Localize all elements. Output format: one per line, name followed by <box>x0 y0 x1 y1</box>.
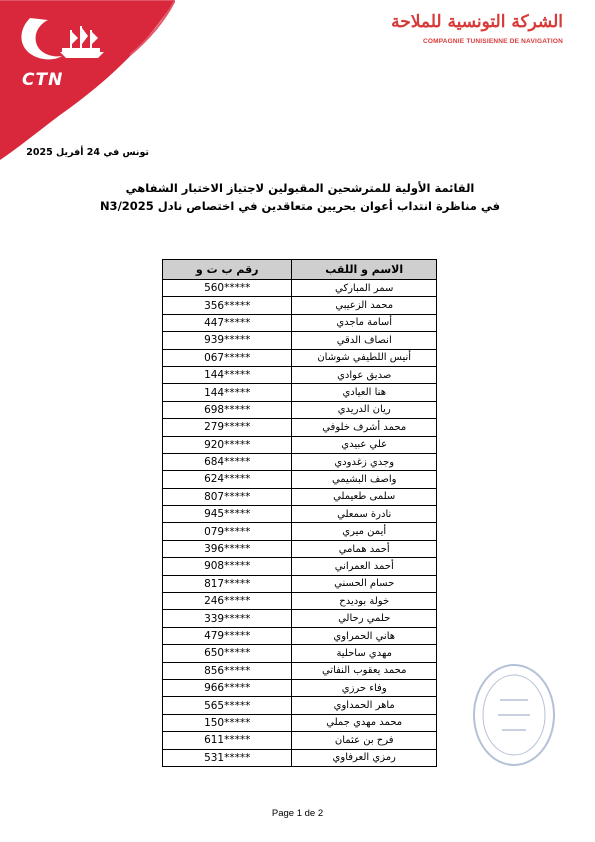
table-header-row <box>163 260 437 280</box>
candidate-name: أحمد العمراني <box>292 558 437 575</box>
candidate-name: هنا العيادي <box>292 384 437 401</box>
candidate-id-number: 611***** <box>163 732 292 749</box>
candidate-name: صديق عوادي <box>292 366 437 383</box>
candidate-name: هاني الحمراوي <box>292 627 437 644</box>
table-row <box>163 419 437 436</box>
candidate-name: حسام الحسني <box>292 575 437 592</box>
candidate-id-number: 684***** <box>163 453 292 470</box>
candidate-id-number: 698***** <box>163 401 292 418</box>
page-number: Page 1 de 2 <box>271 808 324 819</box>
candidate-name: وجدي زغدودي <box>292 453 437 470</box>
table-row <box>163 593 437 610</box>
candidate-name: انصاف الدقي <box>292 332 437 349</box>
candidate-id-number: 356***** <box>163 297 292 314</box>
candidate-name: محمد أشرف خلوفي <box>292 419 437 436</box>
candidate-name: محمد يعقوب النفاتي <box>292 662 437 679</box>
candidate-name: علي عبيدي <box>292 436 437 453</box>
candidates-table <box>162 259 437 767</box>
candidate-id-number: 079***** <box>163 523 292 540</box>
candidate-name: حلمي رحالي <box>292 610 437 627</box>
candidate-id-number: 920***** <box>163 436 292 453</box>
candidate-id-number: 817***** <box>163 575 292 592</box>
candidate-id-number: 650***** <box>163 645 292 662</box>
candidate-id-number: 856***** <box>163 662 292 679</box>
table-row <box>163 610 437 627</box>
table-row <box>163 645 437 662</box>
table-row <box>163 349 437 366</box>
table-row <box>163 732 437 749</box>
candidate-id-number: 279***** <box>163 419 292 436</box>
candidate-name: وفاء حرزي <box>292 679 437 696</box>
table-row <box>163 558 437 575</box>
document-title-line-1: القائمة الأولية للمترشحين المقبولين لاجتياز الاختبار الشفاهي <box>125 181 475 195</box>
candidate-name: ريان الدريدي <box>292 401 437 418</box>
candidate-id-number: 067***** <box>163 349 292 366</box>
candidate-id-number: 396***** <box>163 540 292 557</box>
table-row <box>163 540 437 557</box>
company-name-french: COMPAGNIE TUNISIENNE DE NAVIGATION <box>422 38 563 45</box>
candidate-name: سلمى طعيملي <box>292 488 437 505</box>
column-header-name: الاسم و اللقب <box>292 260 437 280</box>
table-row <box>163 314 437 331</box>
candidate-id-number: 807***** <box>163 488 292 505</box>
date-line: تونس في 24 أفريل 2025 <box>26 147 149 158</box>
candidate-name: محمد الزعيبي <box>292 297 437 314</box>
candidate-name: فرح بن عثمان <box>292 732 437 749</box>
candidate-id-number: 479***** <box>163 627 292 644</box>
candidate-id-number: 624***** <box>163 471 292 488</box>
table-row <box>163 384 437 401</box>
table-row <box>163 714 437 731</box>
candidate-name: سمر المباركي <box>292 280 437 297</box>
candidate-id-number: 144***** <box>163 366 292 383</box>
candidate-id-number: 531***** <box>163 749 292 766</box>
company-name-arabic: الشركة التونسية للملاحة <box>391 12 563 32</box>
candidate-name: أحمد همامي <box>292 540 437 557</box>
table-row <box>163 453 437 470</box>
candidate-id-number: 150***** <box>163 714 292 731</box>
candidate-id-number: 966***** <box>163 679 292 696</box>
company-stamp <box>470 660 558 770</box>
candidate-name: خولة بوديدح <box>292 593 437 610</box>
candidate-id-number: 945***** <box>163 506 292 523</box>
table-row <box>163 436 437 453</box>
candidate-name: أسامة ماجدي <box>292 314 437 331</box>
candidate-name: مهدي ساحلية <box>292 645 437 662</box>
candidate-id-number: 560***** <box>163 280 292 297</box>
table-row <box>163 575 437 592</box>
candidate-name: ماهر الحمداوي <box>292 697 437 714</box>
candidate-id-number: 565***** <box>163 697 292 714</box>
table-row <box>163 627 437 644</box>
table-row <box>163 523 437 540</box>
candidate-id-number: 246***** <box>163 593 292 610</box>
candidate-name: نادرة سمعلي <box>292 506 437 523</box>
candidate-name: أيمن ميري <box>292 523 437 540</box>
logo-text: CTN <box>22 70 64 90</box>
column-header-cin: رقم ب ت و <box>163 260 292 280</box>
table-row <box>163 366 437 383</box>
table-row <box>163 332 437 349</box>
table-row <box>163 488 437 505</box>
candidate-id-number: 447***** <box>163 314 292 331</box>
table-body <box>163 280 437 767</box>
candidate-name: محمد مهدي جملي <box>292 714 437 731</box>
candidate-id-number: 144***** <box>163 384 292 401</box>
table-row <box>163 679 437 696</box>
table-row <box>163 697 437 714</box>
table-row <box>163 471 437 488</box>
table-row <box>163 749 437 766</box>
candidate-id-number: 339***** <box>163 610 292 627</box>
table-row <box>163 280 437 297</box>
table-row <box>163 401 437 418</box>
candidate-id-number: 939***** <box>163 332 292 349</box>
candidate-name: واصف البشيمي <box>292 471 437 488</box>
candidate-name: أنيس اللطيفي شوشان <box>292 349 437 366</box>
candidate-id-number: 908***** <box>163 558 292 575</box>
table-row <box>163 662 437 679</box>
candidate-name: رمزي العرفاوي <box>292 749 437 766</box>
table-row <box>163 506 437 523</box>
document-title-line-2: في مناظرة انتداب أعوان بحريين متعاقدين في اختصاص نادل N3/2025 <box>99 199 501 213</box>
table-row <box>163 297 437 314</box>
